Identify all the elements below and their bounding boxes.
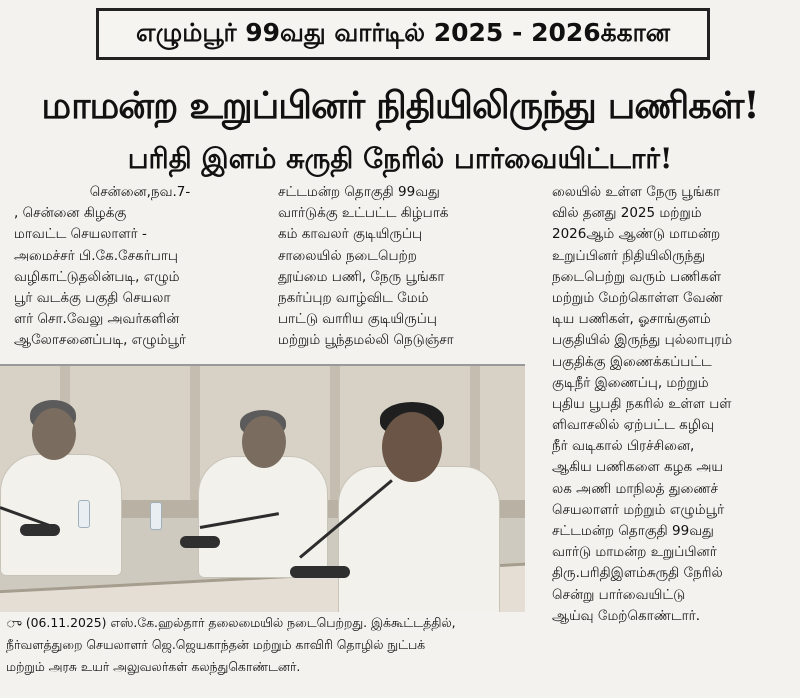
- column-line: சட்டமன்ற தொகுதி 99வது: [278, 184, 440, 200]
- photo-caption: [0, 612, 540, 698]
- column-line: பகுதிக்கு இணைக்கப்பட்ட: [552, 353, 712, 370]
- column-line: லக அணி மாநிலத் துணைச்: [552, 480, 719, 497]
- column-line: சென்னை,நவ.7-: [89, 184, 191, 200]
- column-line: மற்றும் மேற்கொள்ள வேண்: [552, 289, 723, 306]
- caption-line: நீர்வளத்துறை செயலாளர் ஜெ.ஜெயகாந்தன் மற்றும் காவிரி தொழில் நுட்பக்: [6, 637, 426, 652]
- column-line: லையில் உள்ள நேரு பூங்கா: [552, 184, 721, 200]
- column-line: சென்று பார்வையிட்டு: [552, 586, 686, 603]
- caption-line: மற்றும் அரசு உயர் அலுவலர்கள் கலந்துகொண்டனர்.: [6, 659, 301, 674]
- column-line: செயலாளர் மற்றும் எழும்பூர்: [552, 501, 725, 518]
- main-headline: மாமன்ற உறுப்பினர் நிதியிலிருந்து பணிகள்!: [41, 83, 759, 127]
- column-line: பாட்டு வாரிய குடியிருப்பு: [278, 311, 437, 328]
- column-line: ளர் சொ.வேலு அவர்களின்: [14, 311, 180, 328]
- article-column-1: [14, 182, 266, 352]
- column-line: பகுதியில் இருந்து புல்லாபுரம்: [552, 332, 733, 349]
- column-line: சட்டமன்ற தொகுதி 99வது: [552, 523, 714, 539]
- column-line: பூர் வடக்கு பகுதி செயலா: [14, 289, 171, 306]
- column-line: திரு.பரிதிஇளம்சுருதி நேரில்: [552, 565, 723, 582]
- water-bottle: [78, 500, 90, 528]
- column-line: டிய பணிகள், ஓசாங்குளம்: [552, 311, 711, 328]
- column-line: நடைபெற்று வரும் பணிகள்: [552, 268, 722, 285]
- column-line: உறுப்பினர் நிதியிலிருந்து: [552, 247, 706, 264]
- column-line: மற்றும் பூந்தமல்லி நெடுஞ்சா: [278, 332, 454, 349]
- meeting-photo: [0, 364, 525, 614]
- column-line: தூய்மை பணி, நேரு பூங்கா: [278, 268, 445, 285]
- column-line: புதிய பூபதி நகரில் உள்ள பள்: [552, 395, 732, 412]
- caption-line: ு (06.11.2025) எஸ்.கே.ஹல்தார் தலைமையில் நடைபெற்றது. இக்கூட்டத்தில்,: [6, 615, 456, 630]
- column-line: 2026ஆம் ஆண்டு மாமன்ற: [552, 226, 721, 243]
- column-line: ளிவாசலில் ஏற்பட்ட கழிவு: [552, 417, 714, 434]
- column-line: ஆலோசனைப்படி, எழும்பூர்: [14, 332, 186, 349]
- microphone-base-right: [290, 566, 350, 578]
- column-line: குடிநீர் இணைப்பு, மற்றும்: [552, 374, 709, 391]
- article-column-2: [278, 182, 540, 352]
- kicker-text: எழும்பூர் 99வது வார்டில் 2025 - 2026க்கான: [136, 17, 670, 47]
- column-line: சாலையில் நடைபெற்ற: [278, 247, 417, 264]
- kicker-box: [96, 8, 710, 60]
- column-line: , சென்னை கிழக்கு: [14, 205, 127, 222]
- microphone-base-middle: [180, 536, 220, 548]
- column-line: நகர்ப்புற வாழ்விட மேம்: [278, 289, 429, 306]
- column-line: மாவட்ட செயலாளர் -: [14, 226, 147, 243]
- microphone-base-left: [20, 524, 60, 536]
- article-column-3: [552, 182, 796, 627]
- column-line: ஆய்வு மேற்கொண்டார்.: [552, 607, 701, 624]
- sub-headline: பரிதி இளம் சுருதி நேரில் பார்வையிட்டார்!: [127, 142, 673, 175]
- column-line: அமைச்சர் பி.கே.சேகர்பாபு: [14, 247, 178, 264]
- column-line: வார்டுக்கு உட்பட்ட கிழ்பாக்: [278, 205, 449, 222]
- column-line: வழிகாட்டுதலின்படி, எழும்: [14, 268, 180, 285]
- column-line: கம் காவலர் குடியிருப்பு: [278, 226, 423, 243]
- column-line: நீர் வடிகால் பிரச்சினை,: [552, 438, 695, 455]
- column-line: வார்டு மாமன்ற உறுப்பினர்: [552, 544, 717, 561]
- column-line: ஆகிய பணிகளை கழக அய: [552, 459, 724, 476]
- water-bottle: [150, 502, 162, 530]
- column-line: வில் தனது 2025 மற்றும்: [552, 205, 702, 222]
